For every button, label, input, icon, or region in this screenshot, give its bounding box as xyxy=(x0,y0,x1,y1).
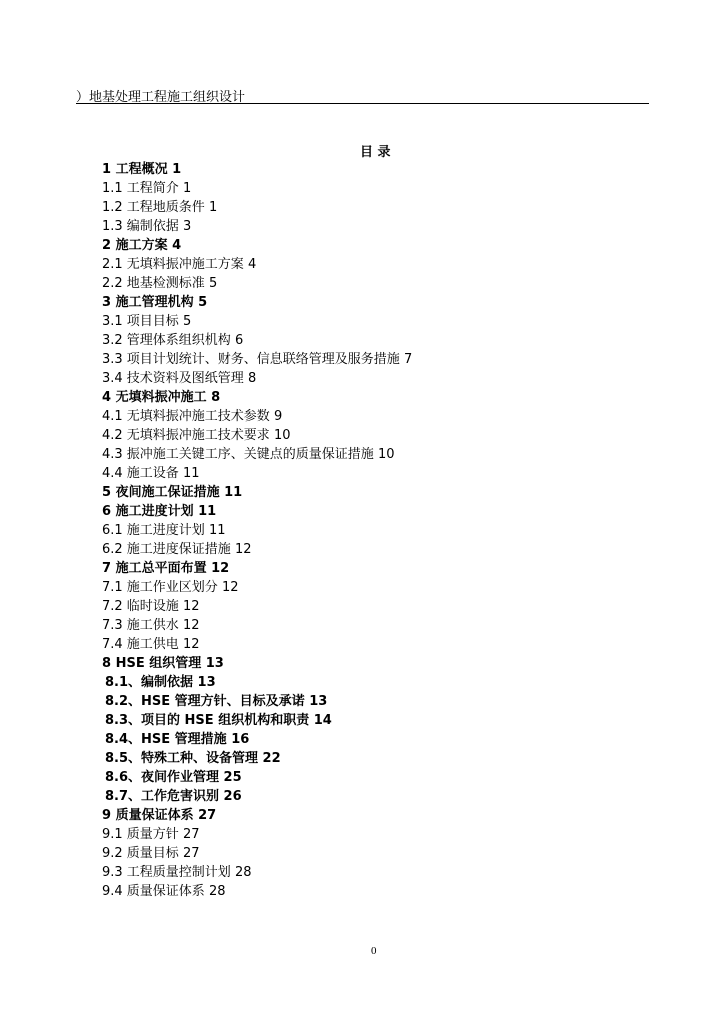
toc-section-entry[interactable]: 9 质量保证体系 27 xyxy=(102,808,217,823)
toc-subsection-entry[interactable]: 4.4 施工设备 11 xyxy=(102,466,200,481)
toc-subsection-entry[interactable]: 9.2 质量目标 27 xyxy=(102,846,200,861)
toc-subsection-entry[interactable]: 1.1 工程简介 1 xyxy=(102,181,192,196)
toc-subsection-entry[interactable]: 4.2 无填料振冲施工技术要求 10 xyxy=(102,428,291,443)
toc-subsection-entry[interactable]: 3.1 项目目标 5 xyxy=(102,314,192,329)
toc-subsection-entry[interactable]: 7.2 临时设施 12 xyxy=(102,599,200,614)
toc-subsection-entry[interactable]: 3.3 项目计划统计、财务、信息联络管理及服务措施 7 xyxy=(102,352,413,367)
document-header: ）地基处理工程施工组织设计 xyxy=(76,90,246,105)
toc-subsection-entry[interactable]: 1.3 编制依据 3 xyxy=(102,219,192,234)
toc-section-entry[interactable]: 5 夜间施工保证措施 11 xyxy=(102,485,243,500)
toc-subsection-entry[interactable]: 3.2 管理体系组织机构 6 xyxy=(102,333,244,348)
toc-subsection-entry[interactable]: 9.1 质量方针 27 xyxy=(102,827,200,842)
toc-subsection-entry[interactable]: 2.1 无填料振冲施工方案 4 xyxy=(102,257,257,272)
toc-section-entry[interactable]: 7 施工总平面布置 12 xyxy=(102,561,230,576)
toc-section-entry[interactable]: 8 HSE 组织管理 13 xyxy=(102,656,224,671)
toc-subsection-entry[interactable]: 9.4 质量保证体系 28 xyxy=(102,884,226,899)
toc-section-entry[interactable]: 3 施工管理机构 5 xyxy=(102,295,208,310)
toc-section-entry[interactable]: 8.5、特殊工种、设备管理 22 xyxy=(105,751,281,766)
toc-section-entry[interactable]: 2 施工方案 4 xyxy=(102,238,182,253)
toc-subsection-entry[interactable]: 4.1 无填料振冲施工技术参数 9 xyxy=(102,409,283,424)
toc-subsection-entry[interactable]: 3.4 技术资料及图纸管理 8 xyxy=(102,371,257,386)
toc-title: 目 录 xyxy=(360,145,391,160)
toc-section-entry[interactable]: 4 无填料振冲施工 8 xyxy=(102,390,221,405)
toc-section-entry[interactable]: 8.7、工作危害识别 26 xyxy=(105,789,242,804)
toc-subsection-entry[interactable]: 9.3 工程质量控制计划 28 xyxy=(102,865,252,880)
toc-section-entry[interactable]: 8.2、HSE 管理方针、目标及承诺 13 xyxy=(105,694,328,709)
toc-subsection-entry[interactable]: 1.2 工程地质条件 1 xyxy=(102,200,218,215)
toc-subsection-entry[interactable]: 7.3 施工供水 12 xyxy=(102,618,200,633)
toc-subsection-entry[interactable]: 6.2 施工进度保证措施 12 xyxy=(102,542,252,557)
toc-subsection-entry[interactable]: 4.3 振冲施工关键工序、关键点的质量保证措施 10 xyxy=(102,447,395,462)
table-of-contents xyxy=(102,160,622,901)
toc-section-entry[interactable]: 8.3、项目的 HSE 组织机构和职责 14 xyxy=(105,713,332,728)
toc-section-entry[interactable]: 8.6、夜间作业管理 25 xyxy=(105,770,242,785)
toc-section-entry[interactable]: 1 工程概况 1 xyxy=(102,162,182,177)
header-divider xyxy=(76,103,649,104)
toc-section-entry[interactable]: 6 施工进度计划 11 xyxy=(102,504,217,519)
toc-subsection-entry[interactable]: 6.1 施工进度计划 11 xyxy=(102,523,226,538)
toc-subsection-entry[interactable]: 7.4 施工供电 12 xyxy=(102,637,200,652)
toc-subsection-entry[interactable]: 7.1 施工作业区划分 12 xyxy=(102,580,239,595)
toc-section-entry[interactable]: 8.1、编制依据 13 xyxy=(105,675,216,690)
page-number: 0 xyxy=(371,945,377,957)
toc-subsection-entry[interactable]: 2.2 地基检测标准 5 xyxy=(102,276,218,291)
toc-section-entry[interactable]: 8.4、HSE 管理措施 16 xyxy=(105,732,250,747)
